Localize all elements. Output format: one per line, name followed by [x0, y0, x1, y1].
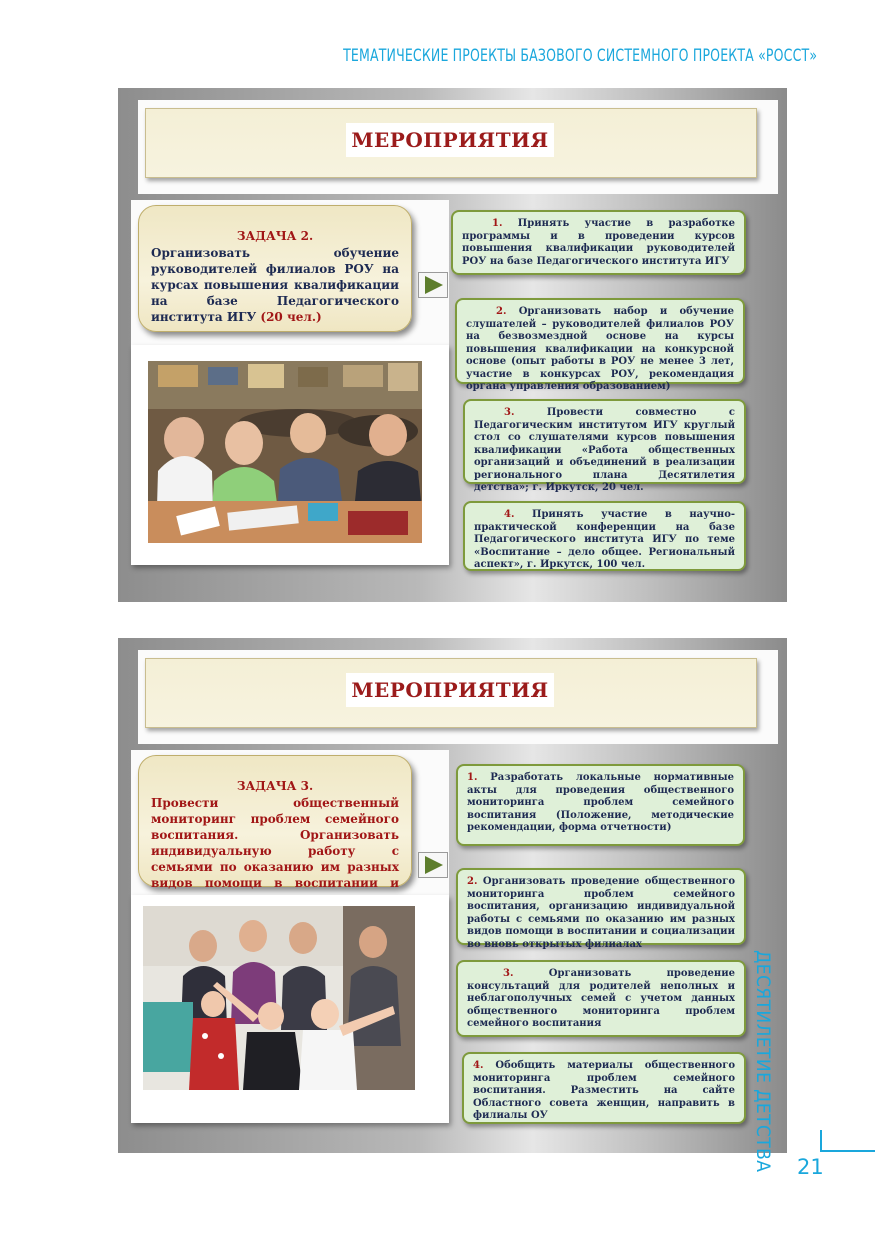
task-title: ЗАДАЧА 3. — [236, 779, 314, 793]
activity-item-3 — [463, 399, 746, 493]
task-box — [138, 755, 412, 890]
activity-item-1 — [456, 764, 745, 846]
photo-children-event — [143, 906, 415, 1090]
banner-label: МЕРОПРИЯТИЯ — [346, 123, 554, 157]
task-count: (20 чел.) — [260, 310, 322, 324]
sidebar-divider — [820, 1130, 822, 1152]
activity-number: 1. — [467, 772, 478, 783]
activity-text: Организовать проведение консультаций для родителей неполных и неблагополучных семей с учетом данных общественного мониторинга проблем семейного воспитания — [467, 968, 735, 1029]
activity-number: 2. — [467, 876, 478, 887]
task-text: Организовать обучение руководителей филиалов РОУ на курсах повышения квалификации на базе Педагогического института ИГУ — [151, 246, 399, 324]
photo-workshop-participants — [148, 361, 422, 543]
activity-text: Провести совместно с Педагогическим институтом ИГУ круглый стол со слушателями курсов повышения квалификации «Работа общественных организаций и объединений в реализации регионального плана Десятилетия детства»; г. Иркутск, 20 чел. — [474, 407, 735, 493]
banner — [145, 658, 757, 728]
activity-number: 3. — [503, 968, 514, 979]
activity-number: 4. — [473, 1060, 484, 1071]
activity-text: Принять участие в научно-практической конференции на базе Педагогического института ИГУ по теме «Воспитание – дело общее. Региональный аспект», г. Иркутск, 100 чел. — [474, 509, 736, 570]
page-header-title: ТЕМАТИЧЕСКИЕ ПРОЕКТЫ БАЗОВОГО СИСТЕМНОГО ПРОЕКТА «РОССТ» — [342, 46, 817, 66]
banner-label: МЕРОПРИЯТИЯ — [346, 673, 554, 707]
activity-number: 1. — [492, 218, 503, 229]
activity-number: 4. — [504, 509, 515, 520]
activity-text: Разработать локальные нормативные акты для проведения общественного мониторинга проблем семейного воспитания (Положение, методические рекомендации, форма отчетности) — [467, 772, 735, 833]
activity-item-1 — [451, 210, 746, 275]
arrow-right-icon — [418, 852, 448, 878]
activity-text: Принять участие в разработке программы и в проведении курсов повышения квалификации руководителей РОУ на базе Педагогического института ИГУ — [462, 218, 735, 267]
photo-image — [143, 906, 415, 1090]
slide-task-3 — [118, 638, 787, 1153]
activity-text: Обобщить материалы общественного мониторинга проблем семейного воспитания. Разместить на сайте Областного совета женщин, направить в филиалы ОУ — [473, 1060, 735, 1121]
activity-item-2 — [456, 868, 746, 950]
activity-item-3 — [456, 960, 746, 1037]
photo-image — [148, 361, 422, 543]
activity-item-4 — [463, 501, 746, 571]
page-number-rule — [822, 1150, 875, 1152]
activity-number: 3. — [504, 407, 515, 418]
task-box — [138, 205, 412, 332]
activity-item-4 — [462, 1052, 746, 1124]
activity-item-2 — [455, 298, 745, 392]
arrow-right-icon — [418, 272, 448, 298]
sidebar-title: ДЕСЯТИЛЕТИЕ ДЕТСТВА — [752, 950, 774, 1173]
slide-task-2 — [118, 88, 787, 602]
banner — [145, 108, 757, 178]
task-text: Провести общественный мониторинг проблем семейного воспитания. Организовать индивидуальную работу с семьями по оказанию им разных видов помощи в воспитании и — [151, 796, 399, 890]
activity-text: Организовать набор и обучение слушателей – руководителей филиалов РОУ на безвозмездной основе на курсы повышения квалификации на конкурсной основе (опыт работы в РОУ не менее 3 лет, участие в конкурсах РОУ, рекомендация органа управления образованием) — [466, 306, 734, 392]
activity-text: Организовать проведение общественного мониторинга проблем семейного воспитания, организацию индивидуальной работы с семьями по оказанию им разных видов помощи в воспитании и социализации во вновь открытых филиалах — [467, 876, 735, 950]
task-title: ЗАДАЧА 2. — [236, 229, 314, 243]
page-number: 21 — [797, 1155, 824, 1179]
activity-number: 2. — [496, 306, 507, 317]
